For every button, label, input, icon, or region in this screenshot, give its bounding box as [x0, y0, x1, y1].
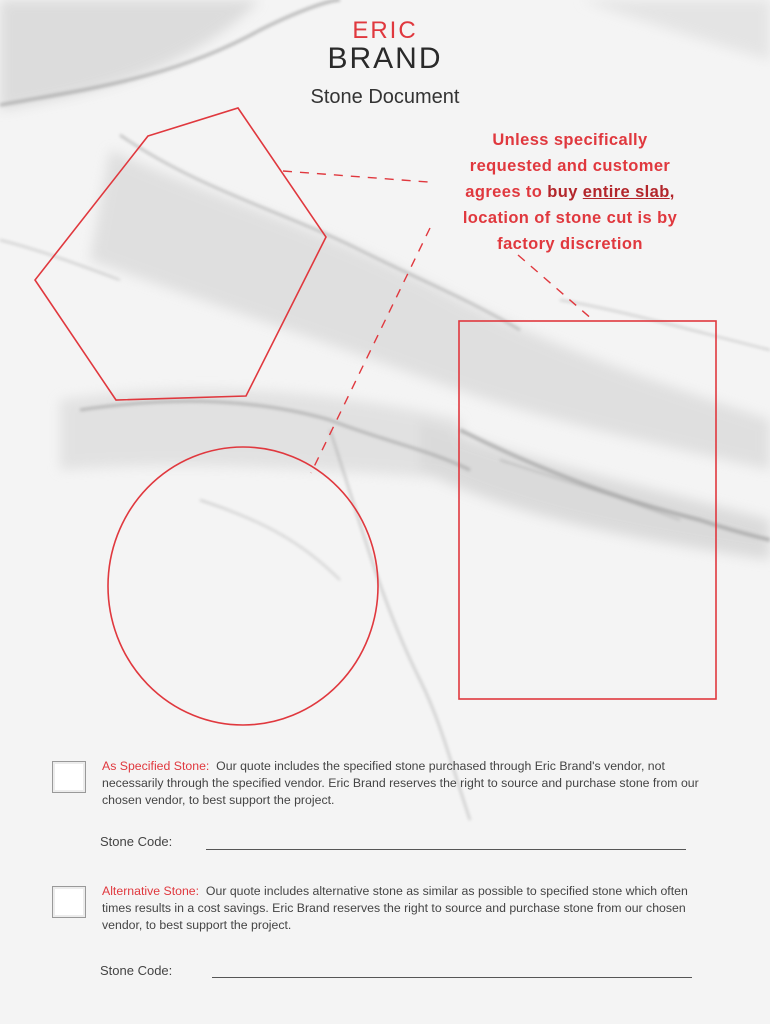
notice-line-4: location of stone cut is by — [462, 209, 678, 227]
notice-line-5: factory discretion — [497, 235, 643, 253]
dashed-connector-rectangle — [518, 255, 593, 320]
as-specified-text — [102, 758, 707, 809]
as-specified-checkbox[interactable] — [52, 761, 86, 793]
cut-location-notice — [420, 127, 720, 257]
notice-entire-slab: entire slab — [582, 183, 670, 201]
logo-brand: BRAND — [327, 42, 443, 75]
alternative-description: Our quote includes alternative stone as similar as possible to specified stone which often times results in a cost savings. Eric Brand reserves the right to source and purchase stone from our chosen vendor, to best support the project. — [102, 884, 688, 932]
stone-code-label-1: Stone Code: — [100, 834, 173, 849]
notice-line-3-pre: agrees to — [465, 183, 548, 201]
rectangle-cut-shape — [459, 321, 716, 699]
alternative-label: Alternative Stone: — [102, 884, 200, 898]
notice-line-1: Unless specifically — [492, 131, 648, 149]
stone-code-row-2 — [100, 963, 172, 978]
logo-eric: ERIC — [352, 17, 418, 44]
as-specified-label: As Specified Stone: — [102, 759, 210, 773]
document-title: Stone Document — [310, 86, 460, 108]
hexagon-cut-shape — [35, 108, 326, 400]
dashed-connector-circle — [311, 228, 430, 473]
dashed-connector-hexagon — [283, 171, 428, 182]
notice-line-3-bold: buy — [547, 183, 583, 201]
stone-code-row-1 — [100, 834, 172, 849]
alternative-text — [102, 883, 707, 934]
alternative-checkbox[interactable] — [52, 886, 86, 918]
circle-cut-shape — [108, 447, 378, 725]
stone-code-field-2[interactable] — [212, 977, 692, 978]
notice-line-2: requested and customer — [469, 157, 671, 175]
notice-line-3-post: , — [669, 183, 675, 201]
notice-line-3 — [420, 179, 720, 205]
stone-code-label-2: Stone Code: — [100, 963, 173, 978]
stone-code-field-1[interactable] — [206, 849, 686, 850]
as-specified-description: Our quote includes the specified stone purchased through Eric Brand's vendor, not necessarily through the specified vendor. Eric Brand reserves the right to source and purchase stone from our chosen vendor, to best support the project. — [102, 759, 699, 807]
